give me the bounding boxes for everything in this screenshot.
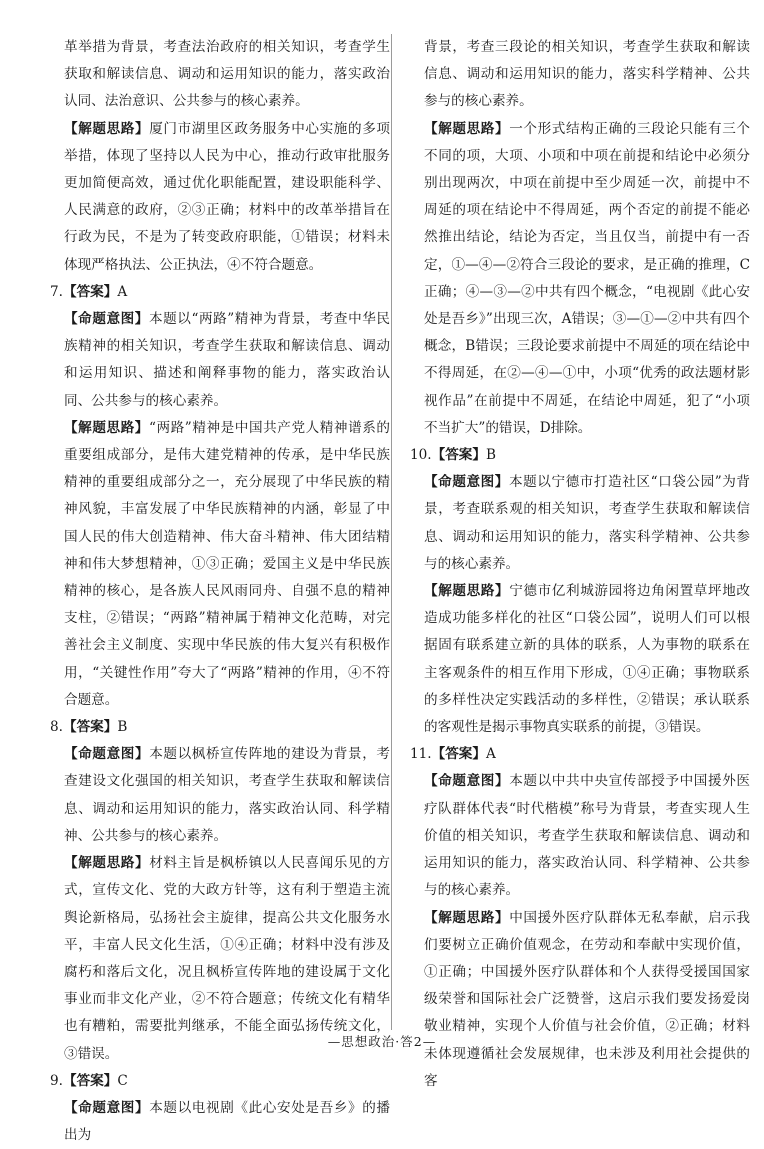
paragraph-text: 本题以宁德市打造社区“口袋公园”为背景，考查联系观的相关知识，考查学生获取和解读信息、调动和运用知识的能力，落实科学精神、公共参与的核心素养。 <box>424 474 750 572</box>
question-number: 8. <box>50 719 63 736</box>
column-divider <box>391 34 392 1030</box>
paragraph-text: 本题以枫桥宣传阵地的建设为背景，考查建设文化强国的相关知识，考查学生获取和解读信息、调动和运用知识的能力，落实政治认同、科学精神、公共参与的核心素养。 <box>64 746 391 844</box>
section-tag: 【答案】 <box>431 447 486 464</box>
paragraph <box>410 768 750 904</box>
paragraph-text: 革举措为背景，考查法治政府的相关知识，考查学生获取和解读信息、调动和运用知识的能力，落实政治认同、法治意识、公共参与的核心素养。 <box>64 39 390 110</box>
paragraph <box>50 741 390 850</box>
paragraph-text: 本题以“两路”精神为背景，考查中华民族精神的相关知识，考查学生获取和解读信息、调动和运用知识、描述和阐释事物的能力，落实政治认同、公共参与的核心素养。 <box>64 311 390 409</box>
section-tag: 【解题思路】 <box>424 583 510 600</box>
right-column <box>410 34 750 1095</box>
paragraph <box>410 469 750 578</box>
paragraph <box>50 34 390 116</box>
section-tag: 【答案】 <box>431 746 486 763</box>
question-number: 11. <box>410 746 432 763</box>
question-number: 10. <box>410 447 432 464</box>
section-tag: 【命题意图】 <box>64 1099 150 1116</box>
question-number: 7. <box>50 283 63 300</box>
section-tag: 【答案】 <box>62 719 118 736</box>
answer-line <box>410 741 750 768</box>
paragraph <box>410 905 750 1095</box>
page-footer: —思想政治·答2— <box>327 1034 437 1049</box>
paragraph-text: C <box>117 1072 128 1089</box>
paragraph <box>50 306 390 415</box>
section-tag: 【命题意图】 <box>64 746 150 763</box>
paragraph-text: “两路”精神是中国共产党人精神谱系的重要组成部分，是伟大建党精神的传承，是中华民族精神的重要组成部分之一，充分展现了中华民族的精神风貌，丰富发展了中华民族精神的内涵，彰显了中国人民的伟大创造精神、伟大奋斗精神、伟大团结精神和伟大梦想精神，①③正确；爱国主义是中华民族精神的核心，是各族人民风雨同舟、自强不息的精神支柱，②错误；“两路”精神属于精神文化范畴，对完善社会主义制度、实现中华民族的伟大复兴有积极作用，“关键性作用”夸大了“两路”精神的作用，④不符合题意。 <box>64 419 390 708</box>
paragraph-text: 材料主旨是枫桥镇以人民喜闻乐见的方式，宣传文化、党的大政方针等，这有利于塑造主流舆论新格局，弘扬社会主旋律，提高公共文化服务水平，丰富人民文化生活，①④正确；材料中没有涉及腐朽和落后文化，况且枫桥宣传阵地的建设属于文化事业而非文化产业，②不符合题意；传统文化有精华也有糟粕，需要批判继承，不能全面弘扬传统文化，③错误。 <box>64 855 391 1062</box>
paragraph <box>410 116 750 442</box>
section-tag: 【解题思路】 <box>424 120 510 137</box>
section-tag: 【解题思路】 <box>64 855 150 872</box>
answer-line <box>50 279 390 306</box>
section-tag: 【命题意图】 <box>64 311 149 328</box>
paragraph <box>50 116 390 279</box>
paragraph-text: 本题以电视剧《此心安处是吾乡》的播出为 <box>64 1099 391 1144</box>
paragraph-text: 宁德市亿利城游园将边角闲置草坪地改造成功能多样化的社区“口袋公园”，说明人们可以根据固有联系建立新的具体的联系，人为事物的联系在主客观条件的相互作用下形成，①④正确；事物联系的多样性决定实践活动的多样性，②错误；承认联系的客观性是揭示事物真实联系的前提，③错误。 <box>424 583 751 736</box>
paragraph <box>410 34 750 116</box>
question-number: 9. <box>50 1072 63 1089</box>
section-tag: 【解题思路】 <box>64 419 149 436</box>
section-tag: 【解题思路】 <box>424 909 510 926</box>
left-column <box>50 34 390 1149</box>
paragraph-text: 一个形式结构正确的三段论只能有三个不同的项，大项、小项和中项在前提和结论中必须分别出现两次，中项在前提中至少周延一次，前提中不周延的项在结论中不得周延，两个否定的前提不能必然推出结论，结论为否定，当且仅当，前提中有一否定，①—④—②符合三段论的要求，是正确的推理，C正确；④—③—②中共有四个概念，“电视剧《此心安处是吾乡》”出现三次，A错误；③—①—②中共有四个概念，B错误；三段论要求前提中不周延的项在结论中不得周延，在②—④—①中，小项“优秀的政法题材影视作品”在前提中不周延，在结论中周延，犯了“小项不当扩大”的错误，D排除。 <box>424 120 751 436</box>
paragraph-text: 背景，考查三段论的相关知识，考查学生获取和解读信息、调动和运用知识的能力，落实科学精神、公共参与的核心素养。 <box>424 39 750 110</box>
answer-line <box>50 1068 390 1095</box>
answer-line <box>410 442 750 469</box>
paragraph-text: 厦门市湖里区政务服务中心实施的多项举措，体现了坚持以人民为中心，推动行政审批服务更加简便高效，通过优化职能配置，建设职能科学、人民满意的政府，②③正确；材料中的改革举措旨在行政为民，不是为了转变政府职能，①错误；材料未体现严格执法、公正执法，④不符合题意。 <box>64 120 391 273</box>
section-tag: 【答案】 <box>62 1072 118 1089</box>
paragraph <box>50 415 390 714</box>
paragraph-text: A <box>486 746 496 763</box>
section-tag: 【命题意图】 <box>424 773 510 790</box>
paragraph-text: A <box>117 283 128 300</box>
paragraph <box>410 578 750 741</box>
section-tag: 【解题思路】 <box>64 120 150 137</box>
paragraph-text: B <box>117 719 128 736</box>
paragraph <box>50 1095 390 1149</box>
section-tag: 【命题意图】 <box>424 474 509 491</box>
answer-line <box>50 714 390 741</box>
paragraph-text: 本题以中共中央宣传部授予中国援外医疗队群体代表“时代楷模”称号为背景，考查实现人生价值的相关知识，考查学生获取和解读信息、调动和运用知识的能力，落实政治认同、科学精神、公共参与的核心素养。 <box>424 773 751 899</box>
section-tag: 【答案】 <box>62 283 118 300</box>
paragraph-text: 中国援外医疗队群体无私奉献，启示我们要树立正确价值观念，在劳动和奉献中实现价值，①正确；中国援外医疗队群体和个人获得受援国国家级荣誉和国际社会广泛赞誉，这启示我们要发扬爱岗敬业精神，实现个人价值与社会价值，②正确；材料未体现遵循社会发展规律，也未涉及利用社会提供的客 <box>424 909 751 1089</box>
paragraph-text: B <box>486 447 496 464</box>
